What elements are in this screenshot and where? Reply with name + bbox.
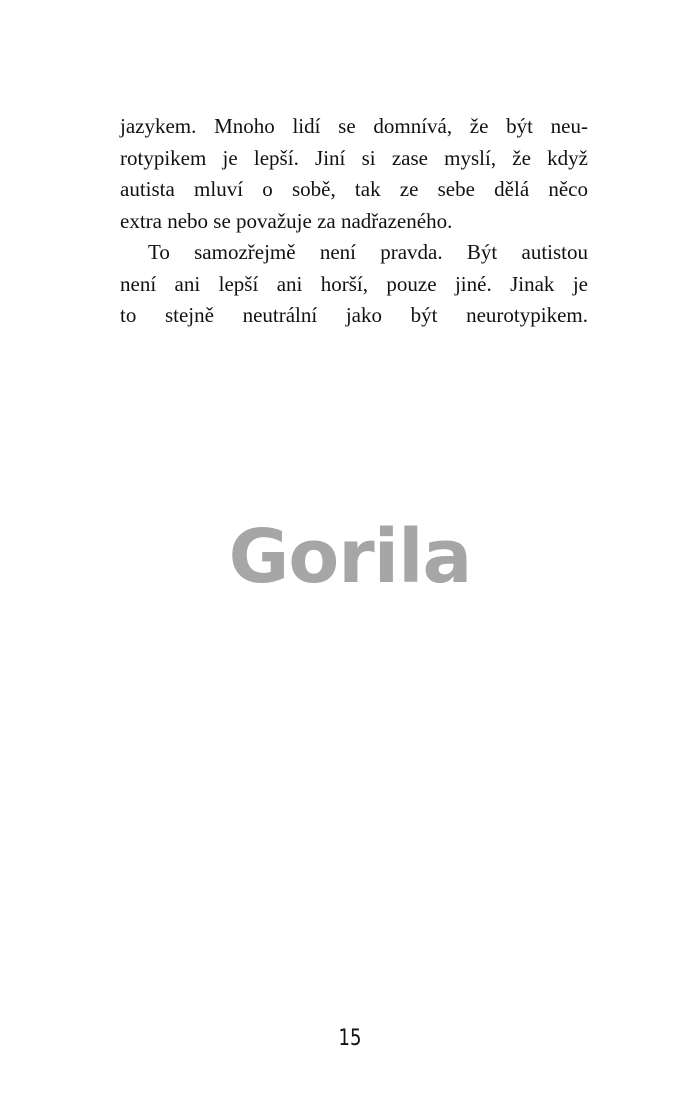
publisher-watermark: Gorila bbox=[228, 514, 472, 600]
paragraph bbox=[120, 111, 588, 237]
text-line: extra nebo se považuje za nadřazeného. bbox=[120, 208, 453, 233]
body-text bbox=[120, 111, 588, 332]
text-line: to stejně neutrální jako být neurotypikem. bbox=[120, 303, 588, 327]
text-line: rotypikem je lepší. Jiní si zase myslí, že když bbox=[120, 145, 588, 170]
text-line: jazykem. Mnoho lidí se domnívá, že být neu- bbox=[120, 114, 588, 138]
text-line: To samozřejmě není pravda. Být autistou bbox=[148, 240, 588, 264]
page-number: 15 bbox=[338, 1026, 362, 1051]
text-line: není ani lepší ani horší, pouze jiné. Jinak je bbox=[120, 271, 588, 296]
paragraph bbox=[120, 237, 588, 332]
text-line: autista mluví o sobě, tak ze sebe dělá něco bbox=[120, 177, 588, 201]
